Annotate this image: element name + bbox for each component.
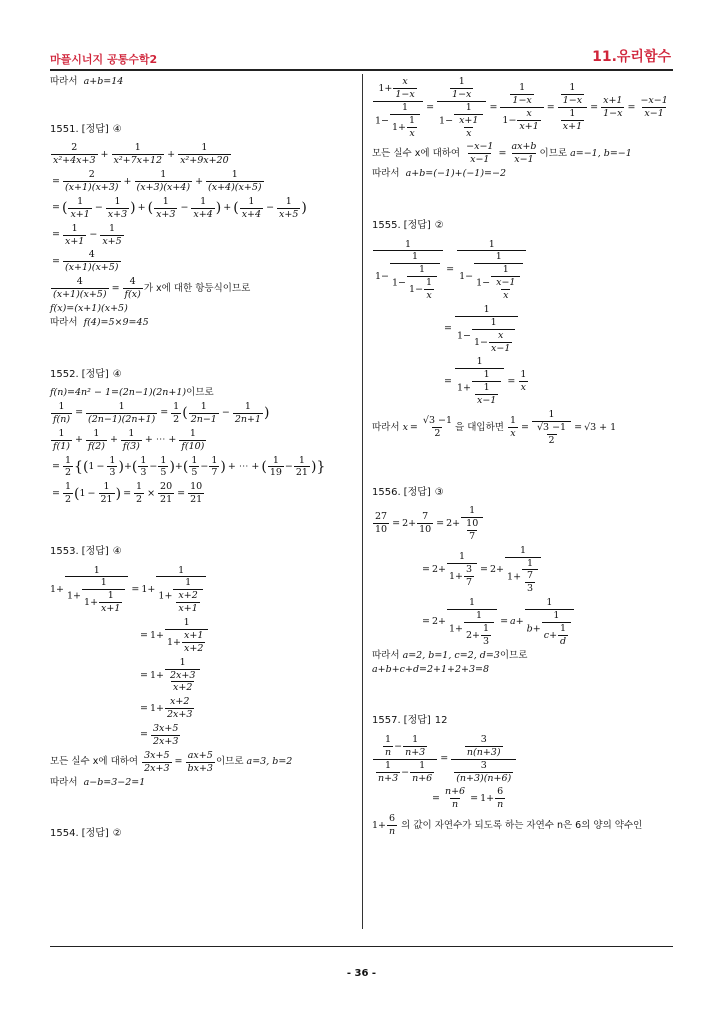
math-line: = $\frac{1}{2}$ ( 1 − $\frac{1}{21}$ ) = $\frac{1}{2}$ × $\frac{20}{21}$ = $\frac{10}{21}$ [52,481,203,506]
math-line: 1 1− 1 1− 1 1− $\frac{1}{x}$ = 1 1− 1 1− $\frac{1}{\frac{x-1}{x}}$ [372,239,674,302]
math-line: = 2+ 1 1+ $\frac{3}{7}$ = 2+ 1 1+ $\frac{1}{\frac{7}{3}}$ [372,545,674,596]
right-column [372,74,674,840]
math-line: = $\frac{n+6}{n}$ = 1+ $\frac{6}{n}$ [432,786,504,811]
math-line: $\frac{27}{10}$ = 2+ $\frac{7}{10}$ = 2+ $\frac{1}{\frac{10}{7}}$ [372,505,674,543]
column-divider [362,74,363,929]
footer-rule [50,946,673,947]
problem-1557-header: 1557. [정답] 12 [372,715,448,727]
problem-1552-header: 1552. [정답] ④ [50,368,122,380]
math-line: 1 f(1) + $\frac{1}{f(2)}$ + $\frac{1}{f(3)}$ + ⋯ + $\frac{1}{f(10)}$ [53,427,205,452]
math-line: a+b+c+d=2+1+2+3=8 [372,663,490,675]
math-line: = 1+ $\frac{x+2}{2x+3}$ [140,696,193,721]
chapter-title: 11.유리함수 [592,49,671,65]
math-line: = 1+ 1 1+ $\frac{x+1}{x+2}$ [50,617,352,655]
math-line: = 1 1+ $\frac{1}{\frac{1}{x-1}}$ = $\frac{1}{x}$ [444,356,527,406]
math-line: 따라서 a=2, b=1, c=2, d=3 이므로 [372,649,528,661]
math-line: 1+ 6 n 의 값이 자연수가 되도록 하는 자연수 n은 6의 양의 약수인 [372,813,643,837]
math-line: = 2+ 1 1+ 1 2+ $\frac{1}{3}$ = a + 1 b+ 1 c+ $\frac{1}{d}$ [372,597,674,648]
math-line: = $\frac{1}{2}$ { ( 1 − $\frac{1}{3}$ ) + ( 1 3 − 1 5 ) + ( 1 5 − 1 7 ) + ⋯ + ( 1 19 − 1 21 ) } [52,454,326,479]
book-title: 마플시너지 공통수학2 [50,53,158,66]
math-line: 모든 실수 x에 대하여 $\frac{3x+5}{2x+3}$ = $\frac{ax+5}{bx+3}$ 이므로 a=3, b=2 [50,749,293,774]
problem-1554-header: 1554. [정답] ② [50,828,122,840]
problem-1551-header: 1551. [정답] ④ [50,123,122,135]
solution-1550-tail: 따라서 a+b=14 [50,76,124,87]
math-line: f(x)=(x+1)(x+5) [50,302,128,314]
math-line: 2 x²+4x+3 + $\frac{1}{\text{x²+7x+12}}$ + $\frac{1}{\text{x²+9x+20}}$ [53,142,229,167]
math-line: = ( 1 x+1 − $\frac{1}{x+3}$ ) + ( 1 x+3 − $\frac{1}{x+4}$ ) + ( 1 x+4 − $\frac{1}{x+5}$ ) [52,195,307,220]
page-number: - 36 - [346,968,377,979]
left-column [50,74,352,847]
math-line: 따라서 x = $\frac{√3 -1}{2}$ 을 대입하면 $\frac{1}{x}$ = $\frac{1}{\frac{√3 -1}{2}}$ = √3 + 1 [372,408,617,446]
math-line: $\frac{1}{f(n)}$ = $\frac{1}{(2n-1)(2n+1)}$ = $\frac{1}{2}$ ( 1 2n−1 − $\frac{1}{2n+1}$ ) [53,401,270,425]
math-line: 따라서 f(4)=5×9=45 [50,316,149,328]
math-line: 모든 실수 x에 대하여 $\frac{-x-1}{x-1}$ = $\frac{ax+b}{x-1}$ 이므로 a=−1, b=−1 [372,141,632,166]
math-line: f(n)=4n² − 1=(2n−1)(2n+1) 이므로 [50,387,214,399]
math-line: 1+ 1 1+ 1 1+ $\frac{1}{x+1}$ = 1+ 1 1+ $\frac{1}{\frac{x+2}{x+1}}$ [50,565,352,616]
math-line: = $\frac{1}{x+1}$ − $\frac{1}{x+5}$ [52,222,122,247]
math-line: = $\frac{2}{(x+1)(x+3)}$ + $\frac{1}{(x+3)(x+4)}$ + $\frac{1}{(x+4)(x+5)}$ [52,169,262,193]
math-line: = $\frac{3x+5}{2x+3}$ [140,723,179,747]
problem-1553-header: 1553. [정답] ④ [50,546,122,557]
math-line: = $\frac{4}{(x+1)(x+5)}$ [52,249,119,274]
math-line: $\frac{4}{(x+1)(x+5)}$ = $\frac{4}{f(x)}$ 가 x에 대한 항등식이므로 [53,276,251,300]
header-rule [50,69,673,71]
problem-1555-header: 1555. [정답] ② [372,220,444,231]
math-line: = 1+ $\frac{1}{\frac{2x+3}{x+2}}$ [50,657,352,695]
math-line: $\frac{1}{n}$ − $\frac{1}{n+3}$ $\frac{1}{n+3}$ − $\frac{1}{n+6}$ = $\frac{\frac{3}{n(n+3)}}{\frac{3}{(n+3)(n+6)}}$ [372,734,674,785]
math-line: = 1 1− 1 1− $\frac{x}{x-1}$ [372,304,674,355]
math-line: 따라서 a−b=3−2=1 [50,776,146,788]
math-line: 따라서 a+b=(−1)+(−1)=−2 [372,168,507,180]
math-line: 1+ $\frac{x}{1-x}$ 1− 1 1+ $\frac{1}{x}$ = $\frac{1}{1-x}$ 1− $\frac{1}{\frac{x+1}{x}}$ = $\frac{1}{1-x}$ 1− $\frac{x}{x+1}$ = $\frac{\frac{1}{1-x}}{\frac{1}{x+1}}$ = $\frac{x+1}{1-x}$ = $\frac{-x-1}{x-1}$ [375,76,668,139]
problem-1556-header: 1556. [정답] ③ [372,486,444,498]
